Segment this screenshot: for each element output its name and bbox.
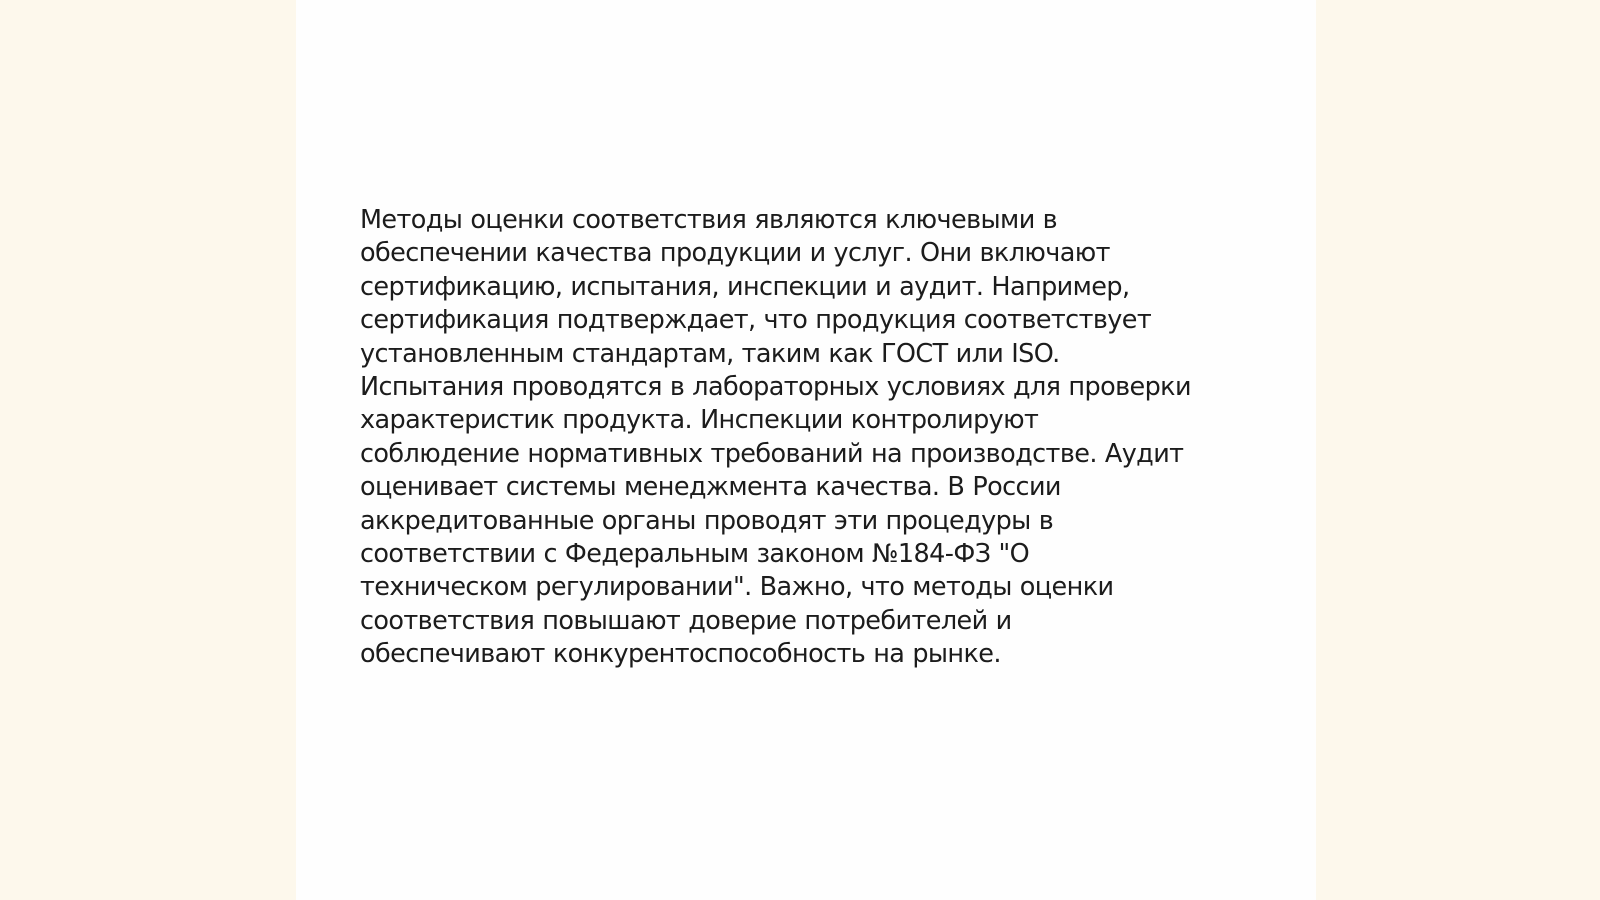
paragraph-line-5: установленным стандартам, таким как ГОСТ или ISO. <box>360 338 1060 369</box>
paragraph-line-9: оценивает системы менеджмента качества. В России <box>360 472 1061 503</box>
paragraph-line-3: сертификацию, испытания, инспекции и аудит. Например, <box>360 271 1130 302</box>
body-paragraph <box>360 204 1260 672</box>
paragraph-line-1: Методы оценки соответствия являются ключевыми в <box>360 205 1058 235</box>
paragraph-line-12: техническом регулировании". Важно, что методы оценки <box>360 572 1114 603</box>
left-margin-background <box>0 0 296 900</box>
paragraph-line-7: характеристик продукта. Инспекции контролируют <box>360 405 1039 436</box>
paragraph-line-10: аккредитованные органы проводят эти процедуры в <box>360 505 1054 536</box>
paragraph-line-14: обеспечивают конкурентоспособность на рынке. <box>360 639 1001 670</box>
paragraph-line-2: обеспечении качества продукции и услуг. Они включают <box>360 238 1110 269</box>
paragraph-line-13: соответствия повышают доверие потребителей и <box>360 605 1012 636</box>
paragraph-line-11: соответствии с Федеральным законом №184-ФЗ "О <box>360 539 1030 570</box>
paragraph-line-6: Испытания проводятся в лабораторных условиях для проверки <box>360 372 1191 403</box>
paragraph-line-8: соблюдение нормативных требований на производстве. Аудит <box>360 438 1184 469</box>
paragraph-line-4: сертификация подтверждает, что продукция соответствует <box>360 305 1152 336</box>
right-margin-background <box>1316 0 1600 900</box>
